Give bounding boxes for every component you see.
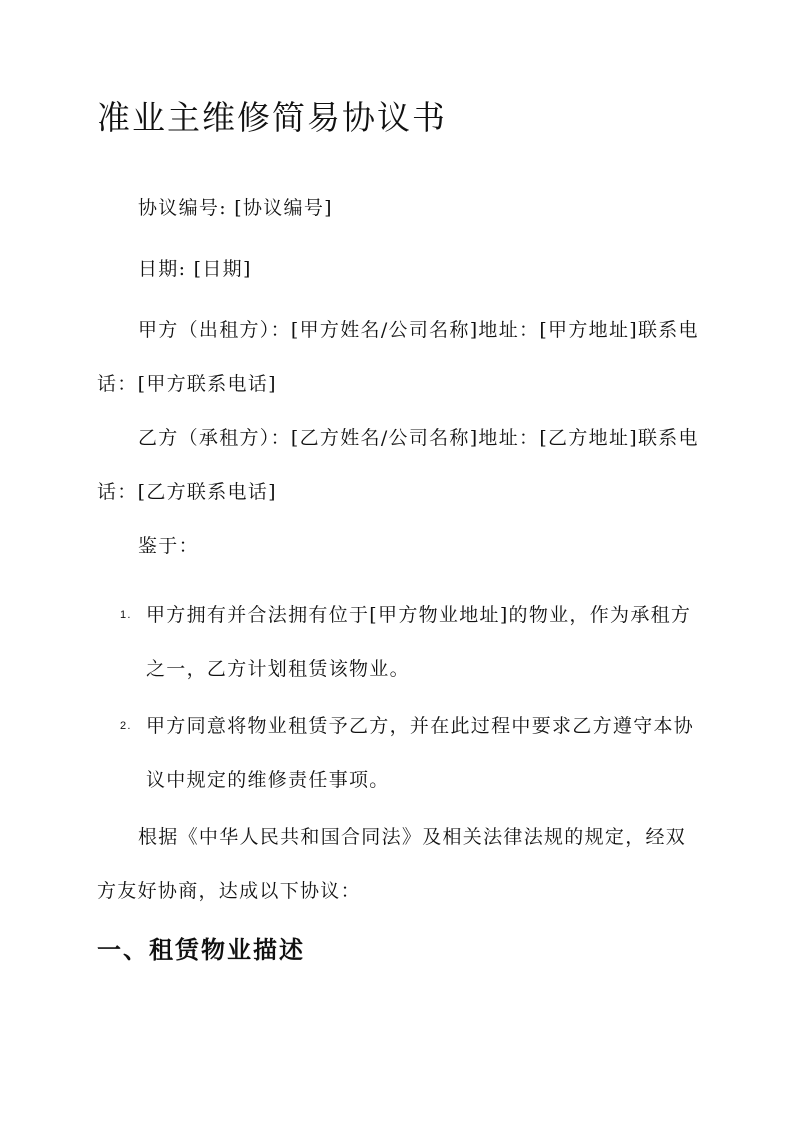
legal-basis-paragraph: 根据《中华人民共和国合同法》及相关法律法规的规定，经双方友好协商，达成以下协议： — [97, 826, 687, 902]
document-title: 准业主维修简易协议书 — [97, 98, 447, 137]
recital-text: 甲方拥有并合法拥有位于[甲方物业地址]的物业，作为承租方之一，乙方计划租赁该物业。 — [146, 604, 692, 680]
date-line: 日期: [日期] — [138, 258, 252, 280]
recital-number: 2. — [120, 720, 132, 732]
party-b-line: 乙方（承租方）：[乙方姓名/公司名称]地址：[乙方地址]联系电话：[乙方联系电话] — [97, 427, 699, 503]
whereas-label: 鉴于： — [138, 535, 199, 557]
section-heading: 一、租赁物业描述 — [97, 935, 305, 964]
recital-number: 1. — [120, 609, 132, 621]
agreement-number-line: 协议编号: [协议编号] — [138, 197, 333, 219]
recital-item-1 — [120, 588, 700, 696]
recital-item-2 — [120, 699, 700, 807]
party-a-line: 甲方（出租方）：[甲方姓名/公司名称]地址：[甲方地址]联系电话：[甲方联系电话] — [97, 319, 699, 395]
recital-text: 甲方同意将物业租赁予乙方，并在此过程中要求乙方遵守本协议中规定的维修责任事项。 — [146, 715, 695, 791]
